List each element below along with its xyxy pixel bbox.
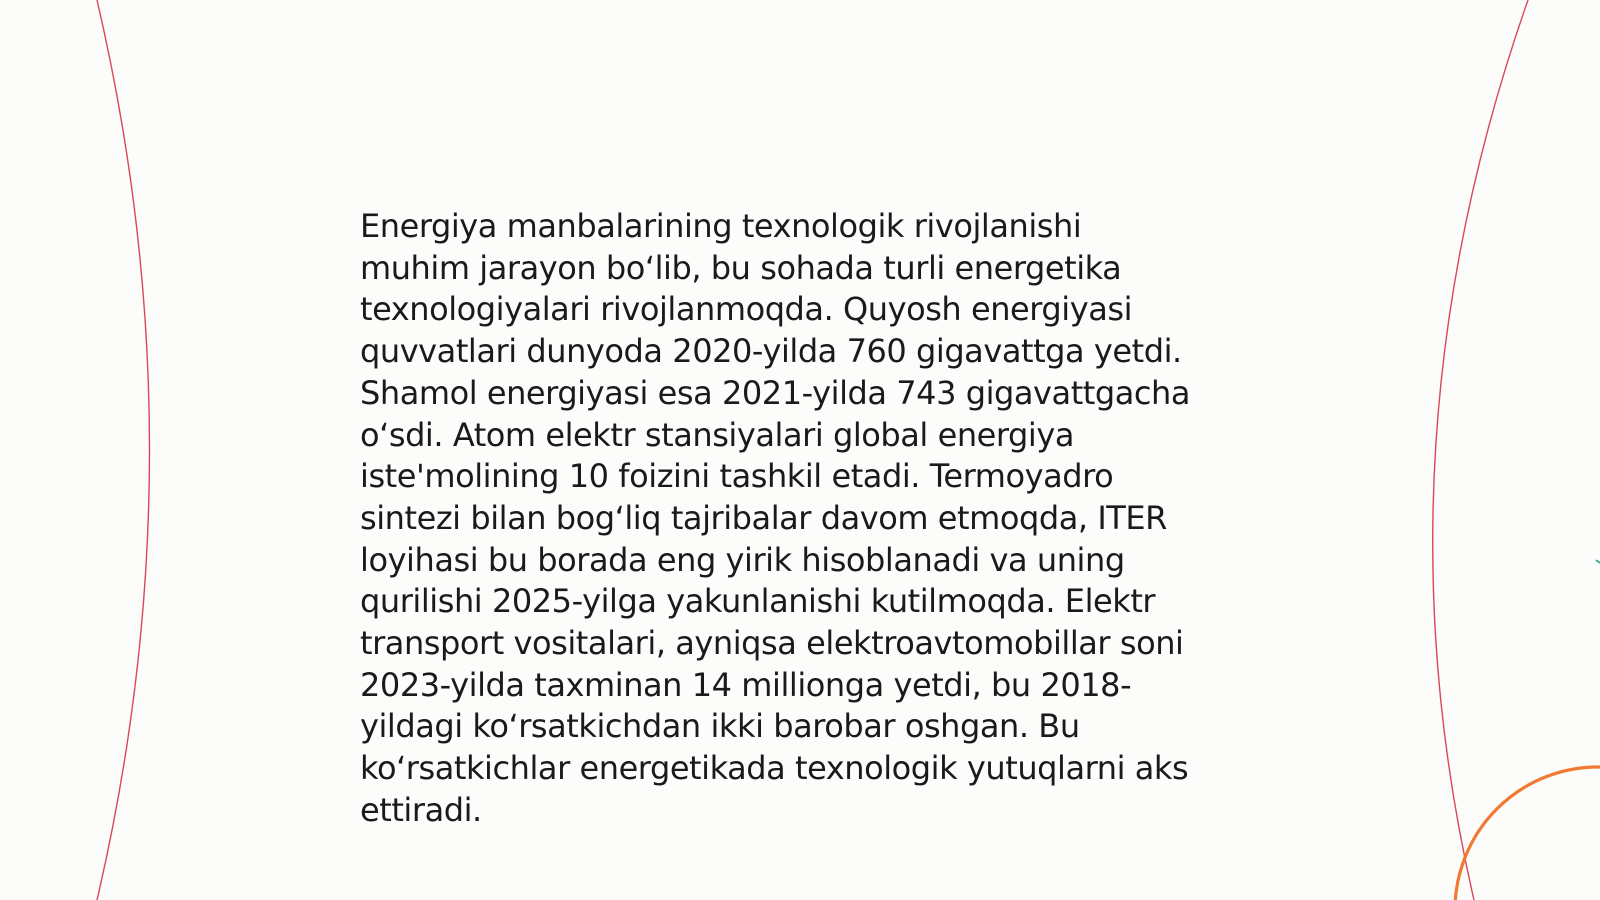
left-arc-line — [97, 0, 150, 900]
paragraph-line: muhim jarayon boʻlib, bu sohada turli energetika — [360, 248, 1122, 287]
paragraph-line: quvvatlari dunyoda 2020-yilda 760 gigavattga yetdi. — [360, 332, 1182, 371]
teal-accent-mark — [1596, 560, 1600, 563]
paragraph-line: yildagi koʻrsatkichdan ikki barobar oshgan. Bu — [360, 707, 1080, 746]
body-paragraph — [360, 206, 1240, 832]
paragraph-line: qurilishi 2025-yilga yakunlanishi kutilmoqda. Elektr — [360, 582, 1156, 621]
paragraph-line: texnologiyalari rivojlanmoqda. Quyosh energiyasi — [360, 290, 1133, 329]
paragraph-line: koʻrsatkichlar energetikada texnologik yutuqlarni aks — [360, 749, 1189, 788]
right-arc-line — [1433, 0, 1528, 900]
paragraph-line: oʻsdi. Atom elektr stansiyalari global energiya — [360, 415, 1074, 454]
orange-circle-outline — [1455, 767, 1600, 900]
paragraph-line: sintezi bilan bogʻliq tajribalar davom etmoqda, ITER — [360, 498, 1167, 537]
paragraph-line: loyihasi bu borada eng yirik hisoblanadi va uning — [360, 540, 1125, 579]
paragraph-line: transport vositalari, ayniqsa elektroavtomobillar soni — [360, 624, 1184, 663]
paragraph-line: Energiya manbalarining texnologik rivojlanishi — [360, 207, 1082, 245]
paragraph-line: 2023-yilda taxminan 14 millionga yetdi, bu 2018- — [360, 665, 1132, 704]
paragraph-line: Shamol energiyasi esa 2021-yilda 743 gigavattgacha — [360, 373, 1191, 412]
paragraph-line: iste'molining 10 foizini tashkil etadi. Termoyadro — [360, 457, 1114, 496]
paragraph-line: ettiradi. — [360, 790, 482, 829]
